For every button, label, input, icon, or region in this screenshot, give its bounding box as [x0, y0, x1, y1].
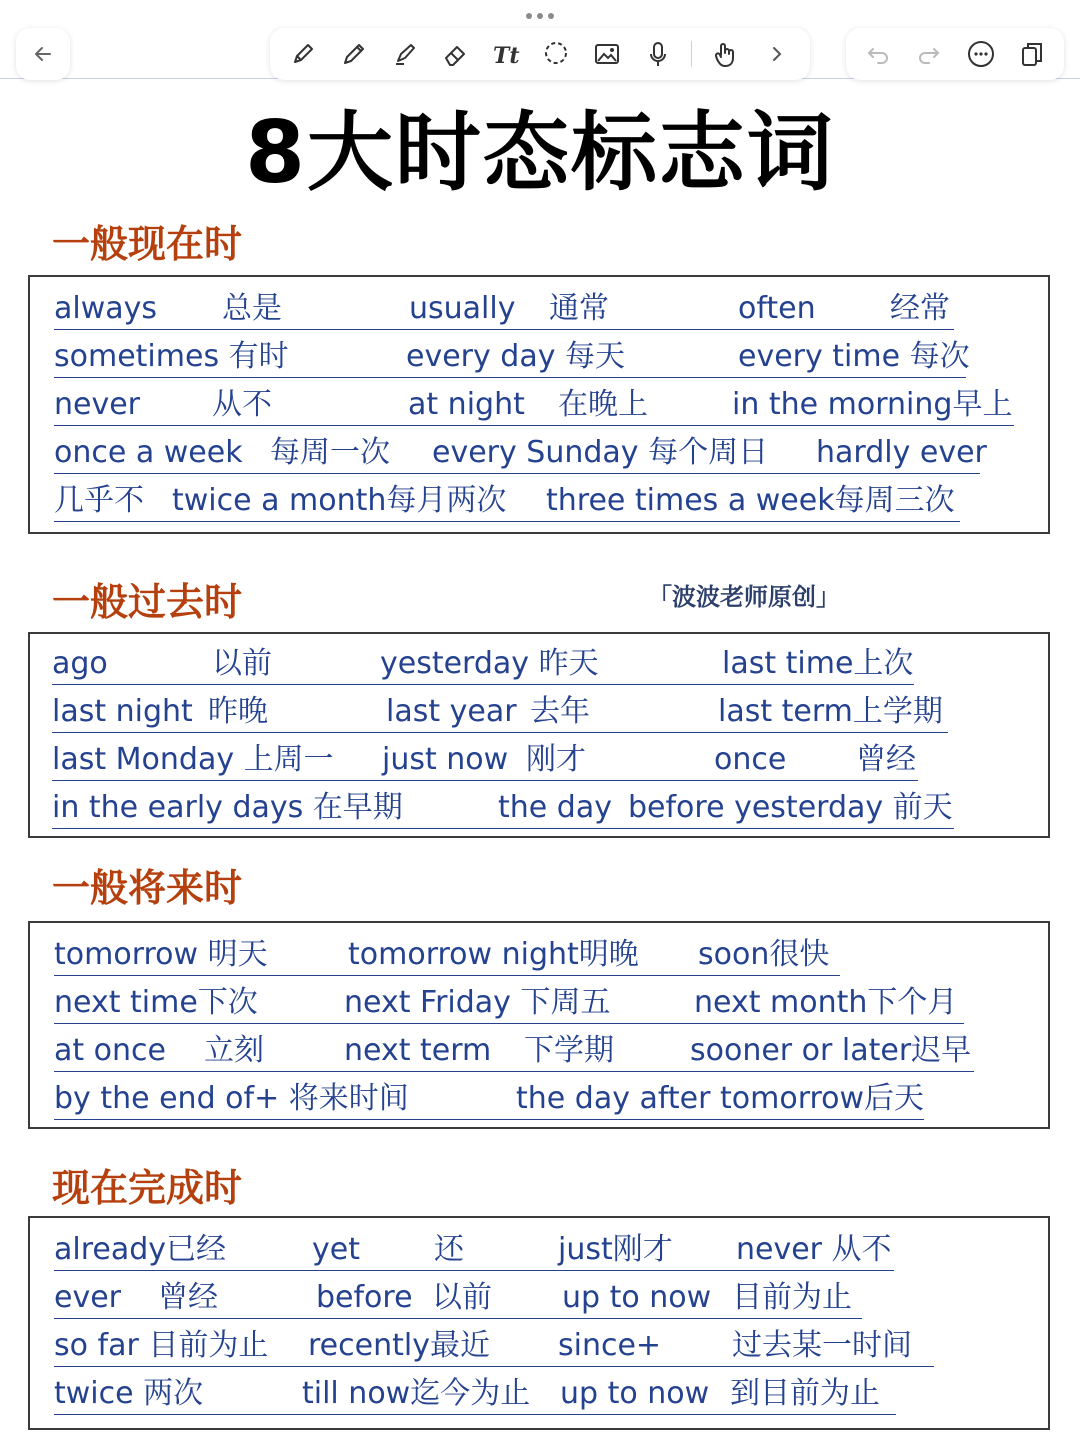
phrase: last year	[386, 694, 517, 729]
svg-text:Tt: Tt	[492, 43, 520, 69]
phrase: next Friday 下周五	[344, 985, 611, 1020]
more-icon[interactable]	[964, 37, 998, 71]
phrase-translation: 从不	[212, 387, 272, 422]
phrase: last night	[52, 694, 193, 729]
phrase: before	[316, 1280, 413, 1315]
pencil-icon[interactable]	[337, 37, 371, 71]
phrase: often	[738, 291, 816, 326]
microphone-icon[interactable]	[641, 37, 675, 71]
phrase-translation: 通常	[549, 291, 609, 326]
phrase: usually	[409, 291, 516, 326]
text-tool-icon[interactable]	[489, 37, 523, 71]
phrase-translation: 下学期	[524, 1033, 614, 1068]
section-heading: 一般现在时	[52, 222, 243, 266]
phrase-translation: 到目前为止	[730, 1376, 880, 1411]
list-row	[54, 1326, 934, 1367]
phrase: twice a month每月两次	[172, 483, 507, 518]
phrase-translation: 每周一次	[270, 435, 390, 470]
phrase: before yesterday 前天	[628, 790, 953, 825]
phrase: next time下次	[54, 985, 258, 1020]
phrase: tomorrow 明天	[54, 937, 268, 972]
phrase-translation: 还	[434, 1232, 464, 1267]
list-row	[54, 935, 840, 976]
toolbar-separator	[691, 41, 692, 67]
phrase: ago	[52, 646, 108, 681]
phrase: already已经	[54, 1232, 227, 1267]
list-row	[52, 692, 948, 733]
phrase: recently最近	[308, 1328, 490, 1363]
phrase-translation: 立刻	[204, 1033, 264, 1068]
list-row	[54, 1230, 894, 1271]
list-row	[52, 644, 914, 685]
phrase: yesterday 昨天	[380, 646, 599, 681]
phrase: just now	[382, 742, 509, 777]
phrase: at night	[408, 387, 525, 422]
phrase: since+	[558, 1328, 662, 1363]
phrase: tomorrow night明晚	[348, 937, 639, 972]
phrase: till now迄今为止	[302, 1376, 531, 1411]
redo-icon[interactable]	[912, 37, 946, 71]
phrase-translation: 去年	[530, 694, 590, 729]
phrase: at once	[54, 1033, 167, 1068]
list-row	[54, 1374, 896, 1415]
phrase: the day	[498, 790, 612, 825]
phrase: twice 两次	[54, 1376, 204, 1411]
phrase-translation: 以前	[432, 1280, 492, 1315]
list-row	[52, 788, 954, 829]
section-heading: 一般过去时	[52, 580, 243, 624]
section-heading: 现在完成时	[52, 1166, 243, 1210]
section-box	[28, 1216, 1050, 1430]
phrase: last Monday 上周一	[52, 742, 334, 777]
list-row	[54, 289, 954, 330]
phrase-translation: 以前	[212, 646, 272, 681]
list-row	[52, 740, 918, 781]
highlighter-icon[interactable]	[388, 37, 422, 71]
phrase: just刚才	[558, 1232, 673, 1267]
phrase-translation: 几乎不	[54, 483, 144, 518]
phrase: by the end of+ 将来时间	[54, 1081, 409, 1116]
phrase: once a week	[54, 435, 243, 470]
list-row	[54, 983, 964, 1024]
list-row	[54, 337, 970, 378]
phrase: never 从不	[736, 1232, 892, 1267]
phrase: sometimes 有时	[54, 339, 289, 374]
phrase: every Sunday 每个周日	[432, 435, 769, 470]
phrase: every time 每次	[738, 339, 970, 374]
phrase: in the early days 在早期	[52, 790, 403, 825]
list-row	[54, 1031, 974, 1072]
phrase: three times a week每周三次	[546, 483, 955, 518]
undo-icon[interactable]	[861, 37, 895, 71]
section-box	[28, 921, 1050, 1129]
phrase: sooner or later迟早	[690, 1033, 972, 1068]
phrase-translation: 过去某一时间	[732, 1328, 912, 1363]
hand-pointer-icon[interactable]	[709, 37, 743, 71]
phrase: last term上学期	[718, 694, 943, 729]
list-row	[54, 481, 960, 522]
phrase-translation: 曾经	[856, 742, 916, 777]
phrase-translation: 在晚上	[558, 387, 648, 422]
phrase: in the morning早上	[732, 387, 1013, 422]
phrase: hardly ever	[816, 435, 987, 470]
phrase: once	[714, 742, 787, 777]
phrase: next month下个月	[694, 985, 958, 1020]
phrase: never	[54, 387, 141, 422]
list-row	[54, 1079, 924, 1120]
author-credit: 「波波老师原创」	[648, 583, 840, 611]
chevron-right-icon[interactable]	[760, 37, 794, 71]
image-icon[interactable]	[590, 37, 624, 71]
phrase-translation: 刚才	[526, 742, 586, 777]
arrow-left-icon	[26, 37, 60, 71]
phrase: up to now	[560, 1376, 710, 1411]
section-box	[28, 275, 1050, 534]
phrase: up to now	[562, 1280, 712, 1315]
phrase: ever	[54, 1280, 122, 1315]
phrase-translation: 曾经	[158, 1280, 218, 1315]
back-button[interactable]	[16, 28, 70, 80]
phrase-translation: 总是	[222, 291, 282, 326]
list-row	[54, 385, 1014, 426]
phrase: always	[54, 291, 158, 326]
pages-icon[interactable]	[1015, 37, 1049, 71]
phrase: so far 目前为止	[54, 1328, 269, 1363]
phrase-translation: 昨晚	[208, 694, 268, 729]
phrase: next term	[344, 1033, 492, 1068]
phrase: soon很快	[698, 937, 830, 972]
lasso-icon[interactable]	[539, 37, 573, 71]
phrase-translation: 目前为止	[732, 1280, 852, 1315]
window-drag-handle[interactable]	[522, 10, 558, 22]
phrase: yet	[312, 1232, 360, 1267]
action-palette	[846, 28, 1064, 80]
eraser-icon[interactable]	[438, 37, 472, 71]
page-title: 8大时态标志词	[245, 103, 835, 203]
section-box	[28, 632, 1050, 838]
tool-palette	[270, 28, 810, 80]
list-row	[54, 433, 987, 474]
phrase-translation: 经常	[890, 291, 950, 326]
phrase: last time上次	[722, 646, 914, 681]
phrase: every day 每天	[406, 339, 626, 374]
section-heading: 一般将来时	[52, 866, 243, 910]
phrase: the day after tomorrow后天	[516, 1081, 925, 1116]
pen-icon[interactable]	[286, 37, 320, 71]
list-row	[54, 1278, 862, 1319]
